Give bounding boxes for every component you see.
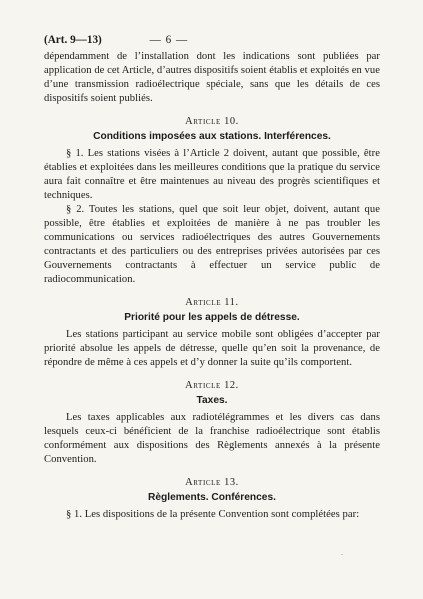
article-range-reference: (Art. 9—13) <box>44 34 102 46</box>
article-title: Règlements. Conférences. <box>148 492 276 503</box>
running-header <box>44 34 380 46</box>
article-paragraph: Les stations participant au service mobile sont obligées d’accepter par priorité absolue les appels de détresse, quelle qu’en soit la provenance, de répondre de même à ces appels et d’y donner la suite qu’ils comportent. <box>44 329 380 368</box>
article-10 <box>44 116 380 287</box>
article-12 <box>44 380 380 467</box>
article-label: Article 12. <box>185 380 239 391</box>
stray-mark: . <box>341 548 343 557</box>
article-label: Article 13. <box>185 477 239 488</box>
article-13 <box>44 477 380 522</box>
article-paragraph: § 1. Les dispositions de la présente Convention sont complétées par: <box>66 509 360 520</box>
article-paragraph: § 2. Toutes les stations, quel que soit leur objet, doivent, autant que possible, être établies et exploitées de manière à ne pas troubler les communications ou services radioélectriques des autres Gouvernements contractants et des particuliers ou des entreprises privées autorisées par ces Gouvernements contractants à effectuer un service public de radiocommunication. <box>44 204 380 285</box>
article-11 <box>44 297 380 370</box>
article-paragraph: § 1. Les stations visées à l’Article 2 doivent, autant que possible, être établies et exploitées dans les meilleures conditions que la pratique du service aura fait connaître et être maintenues au niveau des progrès scientifiques et techniques. <box>44 148 380 201</box>
article-title: Conditions imposées aux stations. Interférences. <box>93 131 331 142</box>
article-paragraph: Les taxes applicables aux radiotélégrammes et les divers cas dans lesquels ceux-ci bénéficient de la franchise radioélectrique sont établis conformément aux dispositions des Règlements annexés à la présente Convention. <box>44 412 380 465</box>
article-title: Priorité pour les appels de détresse. <box>124 312 300 323</box>
article-title: Taxes. <box>196 395 228 406</box>
article-label: Article 11. <box>185 297 239 308</box>
page-number: — 6 — <box>149 34 189 46</box>
article-label: Article 10. <box>185 116 239 127</box>
intro-paragraph: dépendamment de l’installation dont les indications sont publiées par application de cet Article, d’autres dispositifs soient établis et exploités en vue d’une transmission radioélectrique spéciale, sans que les détails de ces dispositifs soient publiés. <box>44 51 380 104</box>
